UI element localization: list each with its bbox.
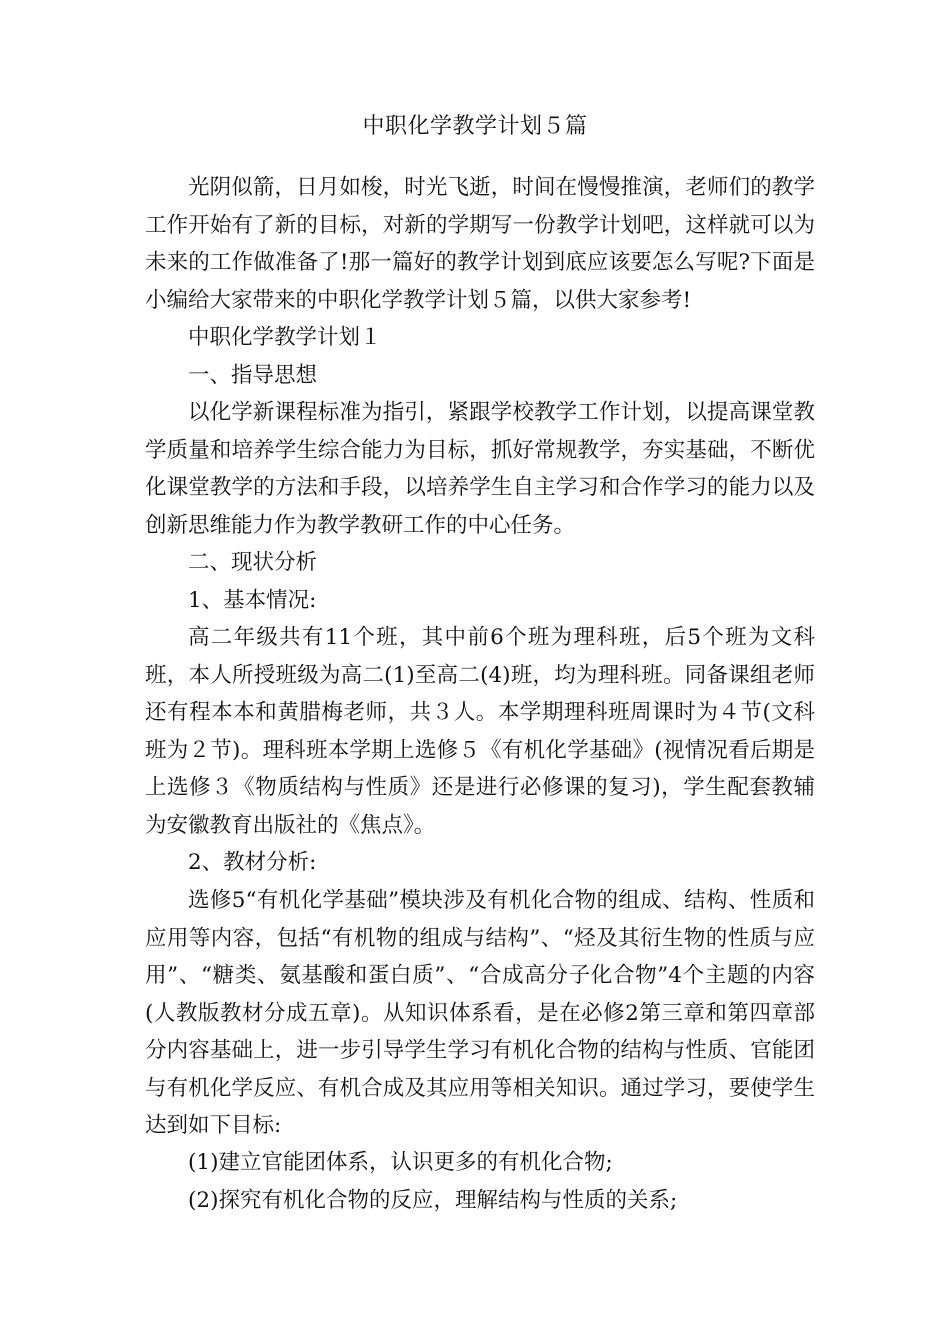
sub1-heading: 1、基本情况: — [188, 588, 317, 613]
goal-item-2: (2)探究有机化合物的反应，理解结构与性质的关系; — [188, 1188, 678, 1213]
intro-paragraph: 光阴似箭，日月如梭，时光飞逝，时间在慢慢推演，老师们的教学工作开始有了新的目标，对新的学期写一份教学计划吧，这样就可以为未来的工作做准备了!那一篇好的教学计划到底应该要怎么写呢?下面是小编给大家带来的中职化学教学计划５篇，以供大家参考! — [145, 175, 815, 313]
section1-heading: 一、指导思想 — [188, 363, 318, 388]
sub1-body: 高二年级共有11个班，其中前6个班为理科班，后5个班为文科班，本人所授班级为高二(1)至高二(4)班，均为理科班。同备课组老师还有程本本和黄腊梅老师，共３人。本学期理科班周课时为４节(文科班为２节)。理科班本学期上选修５《有机化学基础》(视情况看后期是上选修３《物质结构与性质》还是进行必修课的复习)，学生配套教辅为安徽教育出版社的《焦点》。 — [145, 625, 815, 838]
sub2-body-block — [145, 882, 815, 1145]
intro-paragraph-block — [145, 169, 815, 319]
section2-heading: 二、现状分析 — [188, 550, 318, 575]
section1-body-block — [145, 394, 815, 544]
section1-body: 以化学新课程标准为指引，紧跟学校教学工作计划，以提高课堂教学质量和培养学生综合能力为目标，抓好常规教学，夯实基础，不断优化课堂教学的方法和手段，以培养学生自主学习和合作学习的能力以及创新思维能力作为教学教研工作的中心任务。 — [145, 400, 815, 538]
sub2-body: 选修5“有机化学基础”模块涉及有机化合物的组成、结构、性质和应用等内容，包括“有机物的组成与结构”、“烃及其衍生物的性质与应用”、“糖类、氨基酸和蛋白质”、“合成高分子化合物”4个主题的内容(人教版教材分成五章)。从知识体系看，是在必修2第三章和第四章部分内容基础上，进一步引导学生学习有机化合物的结构与性质、官能团与有机化学反应、有机合成及其应用等相关知识。通过学习，要使学生达到如下目标: — [145, 888, 815, 1138]
document-title: 中职化学教学计划５篇 — [362, 114, 588, 139]
sub2-heading: 2、教材分析: — [188, 850, 317, 875]
goal-item-1: (1)建立官能团体系，认识更多的有机化合物; — [188, 1150, 613, 1175]
sub1-body-block — [145, 619, 815, 844]
plan-heading: 中职化学教学计划１ — [188, 325, 382, 350]
